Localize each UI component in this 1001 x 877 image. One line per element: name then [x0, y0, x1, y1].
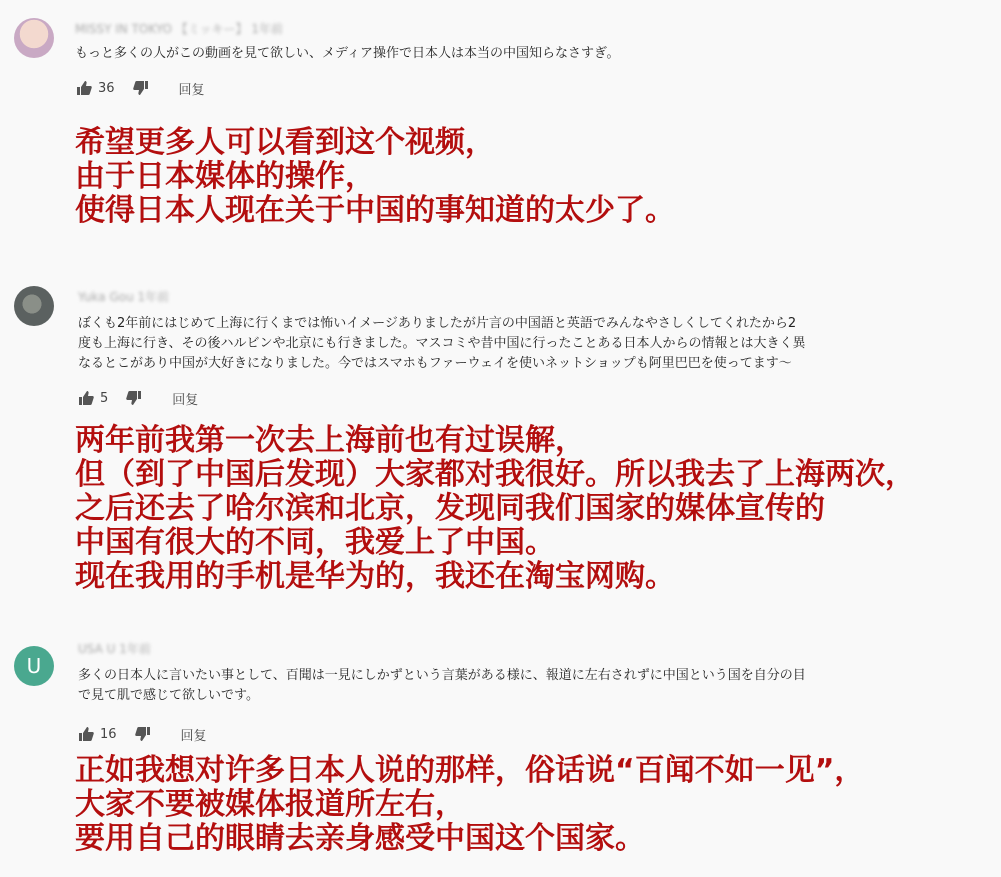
reply-button[interactable]: 回复: [180, 728, 207, 744]
avatar[interactable]: U: [14, 646, 54, 686]
like-count: 5: [100, 390, 109, 406]
comment-text: 多くの日本人に言いたい事として、百聞は一見にしかずという言葉がある様に、報道に左右されずに中国という国を自分の目 で見て肌で感じて欲しいです。: [78, 668, 806, 703]
like-count: 36: [98, 80, 115, 96]
comment-actions: [78, 724, 207, 744]
translation-caption: 正如我想对许多日本人说的那样，俗话说“百闻不如一见”， 大家不要被媒体报道所左右， 要用自己的眼睛去亲身感受中国这个国家。: [75, 753, 865, 856]
reply-button[interactable]: 回复: [172, 392, 199, 408]
comment-author-meta[interactable]: Yuka Gou 1年前: [78, 290, 170, 304]
comment-actions: [78, 388, 198, 408]
thumb-up-icon[interactable]: [76, 80, 92, 96]
translation-caption: 两年前我第一次去上海前也有过误解， 但（到了中国后发现）大家都对我很好。所以我去了上海两次， 之后还去了哈尔滨和北京，发现同我们国家的媒体宣传的 中国有很大的不同，我爱上了中国。 现在我用的手机是华为的，我还在淘宝网购。: [75, 423, 915, 594]
avatar[interactable]: [14, 18, 54, 58]
translation-caption: 希望更多人可以看到这个视频， 由于日本媒体的操作， 使得日本人现在关于中国的事知道的太少了。: [75, 125, 675, 228]
thumb-up-icon[interactable]: [78, 726, 94, 742]
comment-actions: [76, 78, 205, 98]
comment-author-meta[interactable]: USA U 1年前: [78, 642, 151, 656]
comment-text: ぼくも2年前にはじめて上海に行くまでは怖いイメージありましたが片言の中国語と英語でみんなやさしくしてくれたから2 度も上海に行き、その後ハルビンや北京にも行きました。マスコミや昔中国に行ったことある日本人からの情報とは大きく異 なるとこがあり中国が大好きになりました。今ではスマホもファーウェイを使いネットショップも阿里巴巴を使ってます～: [78, 316, 806, 371]
comment-text: もっと多くの人がこの動画を見て欲しい、メディア操作で日本人は本当の中国知らなさすぎ。: [75, 46, 620, 61]
reply-button[interactable]: 回复: [178, 82, 205, 98]
like-count: 16: [100, 726, 117, 742]
thumb-down-icon[interactable]: [126, 390, 142, 406]
thumb-down-icon[interactable]: [133, 80, 149, 96]
comment-author-meta[interactable]: MISSY IN TOKYO 【ミッキー】 1年前: [75, 22, 283, 36]
thumb-down-icon[interactable]: [135, 726, 151, 742]
avatar[interactable]: [14, 286, 54, 326]
thumb-up-icon[interactable]: [78, 390, 94, 406]
